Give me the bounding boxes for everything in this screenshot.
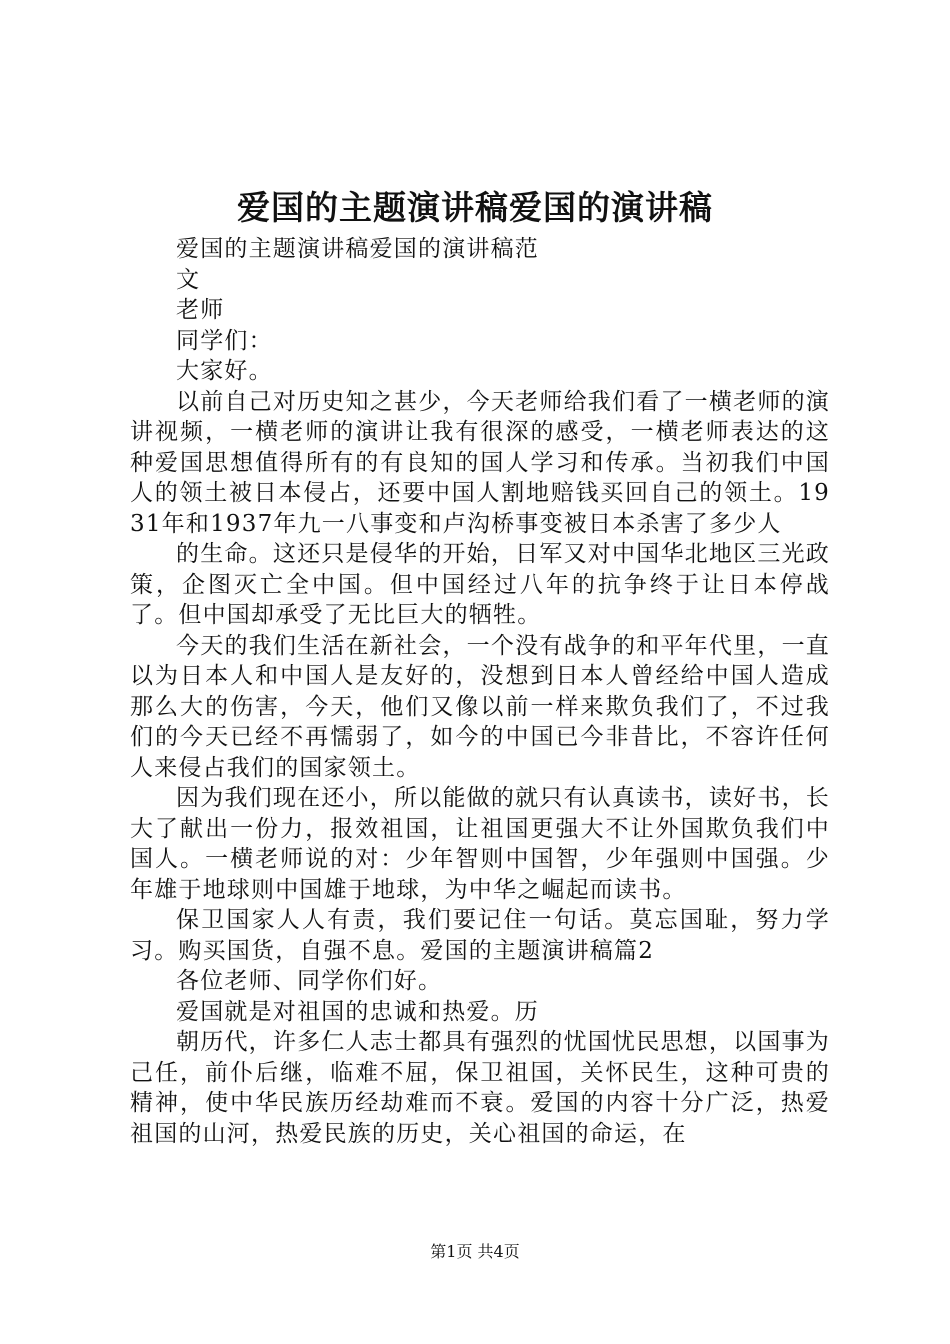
document-body xyxy=(130,234,830,1149)
paragraph: 同学们： xyxy=(176,327,273,354)
paragraph: 各位老师、同学你们好。 xyxy=(176,968,443,994)
paragraph: 的生命。这还只是侵华的开始，日军又对中国华北地区三光政策，企图灭亡全中国。但中国经过八年的抗争终于让日本停战了。但中国却承受了无比巨大的牺牲。 xyxy=(130,541,830,628)
document-title: 爱国的主题演讲稿爱国的演讲稿 xyxy=(237,188,713,227)
paragraph: 以前自己对历史知之甚少，今天老师给我们看了一横老师的演讲视频，一横老师的演讲让我有很深的感受，一横老师表达的这种爱国思想值得所有的有良知的国人学习和传承。当初我们中国人的领土被日本侵占，还要中国人割地赔钱买回自己的领土。1931年和1937年九一八事变和卢沟桥事变被日本杀害了多少人 xyxy=(130,388,830,537)
paragraph: 老师 xyxy=(176,297,225,323)
paragraph: 大家好。 xyxy=(176,358,273,384)
paragraph: 爱国的主题演讲稿爱国的演讲稿范 xyxy=(176,236,539,262)
paragraph: 爱国就是对祖国的忠诚和热爱。历 xyxy=(176,998,539,1025)
paragraph: 文 xyxy=(176,266,201,293)
paragraph: 保卫国家人人有责，我们要记住一句话。莫忘国耻，努力学习。购买国货，自强不息。爱国的主题演讲稿篇2 xyxy=(130,907,830,964)
page-footer: 第1页 共4页 xyxy=(430,1242,520,1261)
paragraph: 因为我们现在还小，所以能做的就只有认真读书，读好书，长大了献出一份力，报效祖国，让祖国更强大不让外国欺负我们中国人。一横老师说的对：少年智则中国智，少年强则中国强。少年雄于地球则中国雄于地球，为中华之崛起而读书。 xyxy=(130,785,830,903)
paragraph: 今天的我们生活在新社会，一个没有战争的和平年代里，一直以为日本人和中国人是友好的，没想到日本人曾经给中国人造成那么大的伤害，今天，他们又像以前一样来欺负我们了，不过我们的今天已经不再懦弱了，如今的中国已今非昔比，不容许任何人来侵占我们的国家领土。 xyxy=(130,632,830,781)
paragraph: 朝历代，许多仁人志士都具有强烈的忧国忧民思想，以国事为己任，前仆后继，临难不屈，保卫祖国，关怀民生，这种可贵的精神，使中华民族历经劫难而不衰。爱国的内容十分广泛，热爱祖国的山河，热爱民族的历史，关心祖国的命运，在 xyxy=(130,1029,830,1147)
